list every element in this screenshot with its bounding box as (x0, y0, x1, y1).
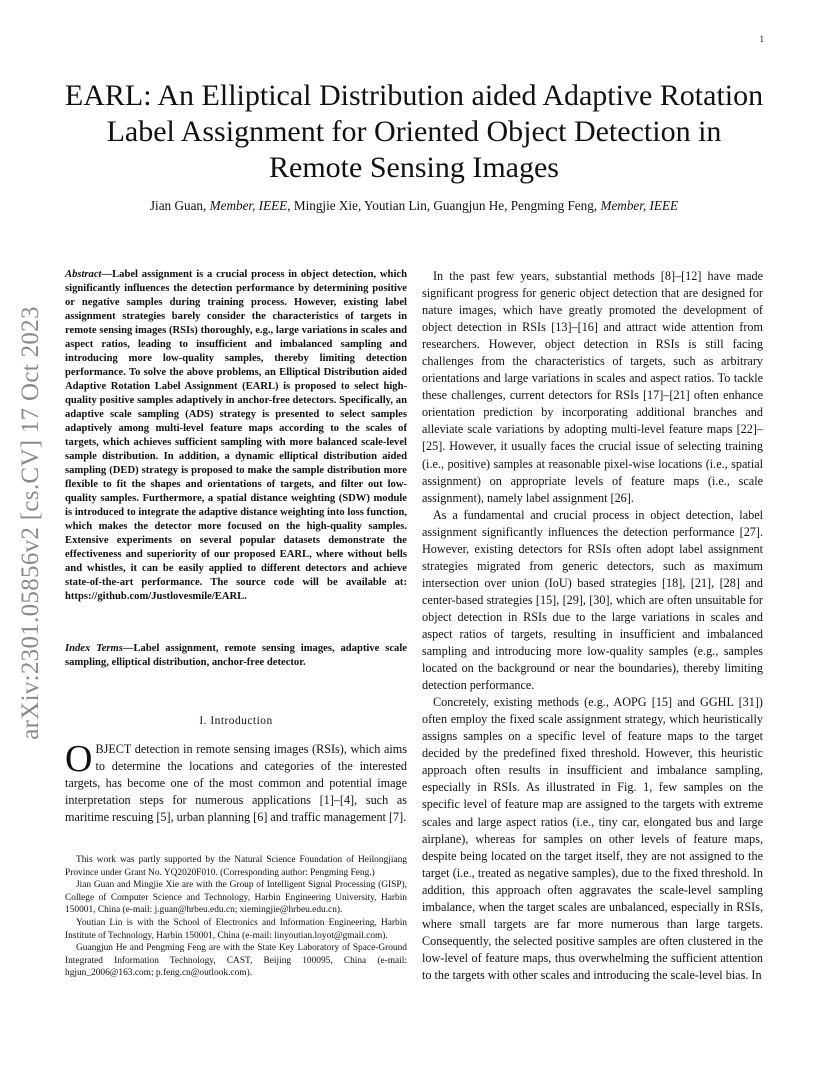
body-paragraph: As a fundamental and crucial process in object detection, label assignment significantly influences the detection performance [27]. However, existing detectors for RSIs often adopt label assignment strategies migrated from generic detectors, such as maximum intersection over union (IoU) based strategies [18], [21], [28] and center-based strategies [15], [29], [30], which are often unsuitable for object detection in RSIs due to the large variations in scales and aspect ratios of targets, resulting in insufficient and imbalanced sampling and introducing more low-quality samples (e.g., samples located on the background or near the boundaries), thereby limiting detection performance. (422, 507, 763, 693)
footnote-affiliation-3: Guangjun He and Pengming Feng are with the State Key Laboratory of Space-Ground Integrated Information Technology, CAST, Beijing 100095, China (e-mail: hgjun_2006@163.com; p.feng.cn@outlook.com). (65, 943, 407, 979)
footnotes (65, 854, 407, 980)
abstract-text: —Label assignment is a crucial process in object detection, which significantly influences the detection performance by determining positive or negative samples during training process. However, existing label assignment strategies barely consider the characteristics of targets in remote sensing images (RSIs) thoroughly, e.g., large variations in scales and aspect ratios, leading to insufficient and imbalanced sampling and introducing more low-quality samples, thereby limiting detection performance. To solve the above problems, an Elliptical Distribution aided Adaptive Rotation Label Assignment (EARL) is proposed to select high-quality positive samples adaptively in anchor-free detectors. Specifically, an adaptive scale sampling (ADS) strategy is presented to select samples adaptively among multi-level feature maps according to the scales of targets, which achieves sufficient sampling with more balanced scale-level sample distribution. In addition, a dynamic elliptical distribution aided sampling (DED) strategy is proposed to make the sample distribution more flexible to fit the shapes and orientations of targets, and filter out low-quality samples. Furthermore, a spatial distance weighting (SDW) module is introduced to integrate the adaptive distance weighting into loss function, which makes the detector more focused on the high-quality samples. Extensive experiments on several popular datasets demonstrate the effectiveness and superiority of our proposed EARL, where without bells and whistles, it can be easily applied to different detectors and achieve state-of-the-art performance. The source code will be available at: https://github.com/Justlovesmile/EARL. (65, 269, 407, 602)
arxiv-identifier-text: arXiv:2301.05856v2 [cs.CV] 17 Oct 2023 (17, 306, 44, 740)
right-column-text (422, 268, 763, 984)
abstract-lead: Abstract (65, 269, 102, 280)
intro-paragraph (65, 738, 407, 826)
author-affiliation-2: Member, IEEE (600, 198, 679, 213)
index-terms-text: —Label assignment, remote sensing images, adaptive scale sampling, elliptical distribution, anchor-free detector. (65, 643, 407, 668)
footnote-affiliation-2: Youtian Lin is with the School of Electronics and Information Engineering, Harbin Institute of Technology, Harbin 150001, China (e-mail: linyoutian.loyot@gmail.com). (65, 917, 407, 941)
author-names-1: Jian Guan, (149, 198, 210, 213)
arxiv-identifier (6, 288, 56, 758)
index-terms (65, 642, 407, 670)
author-line (60, 198, 768, 214)
body-paragraph: Concretely, existing methods (e.g., AOPG [15] and GGHL [31]) often employ the fixed scale assignment strategy, which heuristically assigns samples on a specific level of feature maps to the target decided by the predefined fixed threshold. However, this heuristic approach often results in insufficient and imbalance sampling, especially in RSIs. As illustrated in Fig. 1, few samples on the specific level of feature map are assigned to the targets with extreme scales and large aspect ratios (i.e., tiny car, elongated bus and large airplane), whereas for samples on other levels of feature maps, despite being located on the target itself, they are not assigned to the target (i.e., treated as negative samples), due to the fixed threshold. In addition, this approach often aggravates the scale-level sampling imbalance, when the target scales are unbalanced, especially in RSIs, where small targets are far more numerous than large targets. Consequently, the selected positive samples are often clustered in the low-level of feature maps, thus overwhelming the sufficient attention to the targets with other scales and introducing the scale-level bias. In (422, 695, 763, 982)
abstract (65, 268, 407, 604)
page-number: 1 (759, 34, 764, 44)
drop-cap: O (65, 738, 93, 780)
index-terms-lead: Index Terms (65, 643, 123, 654)
footnote-affiliation-1: Jian Guan and Mingjie Xie are with the Group of Intelligent Signal Processing (GISP), College of Computer Science and Technology, Harbin Engineering University, Harbin 150001, China (e-mail: j.guan@hrbeu.edu.cn; xiemingjie@hrbeu.edu.cn). (65, 880, 407, 916)
paper-title: EARL: An Elliptical Distribution aided Adaptive Rotation Label Assignment for Oriented Object Detection in Remote Sensing Images (64, 79, 764, 184)
footnote-funding: This work was partly supported by the Natural Science Foundation of Heilongjiang Province under Grant No. YQ2020F010. (Corresponding author: Pengming Feng.) (65, 855, 407, 878)
intro-text: BJECT detection in remote sensing images (RSIs), which aims to determine the locations and categories of the interested targets, has become one of the most common and potential image interpretation steps for numerous applications [1]–[4], such as maritime rescuing [5], urban planning [6] and traffic management [7]. (65, 742, 407, 824)
author-affiliation-1: Member, IEEE (209, 198, 288, 213)
author-names-2: , Mingjie Xie, Youtian Lin, Guangjun He, Pengming Feng, (287, 198, 601, 213)
body-paragraph: In the past few years, substantial methods [8]–[12] have made significant progress for generic object detection that are designed for nature images, which have greatly promoted the development of object detection in RSIs [13]–[16] and attract wide attention from researchers. However, object detection in RSIs is still facing challenges from the characteristics of targets, such as arbitrary orientations and large variations in scales and aspect ratios. To tackle these challenges, current detectors for RSIs [17]–[21] often enhance orientation prediction by incorporating additional branches and alleviate scale variations by adopting multi-level feature maps [22]–[25]. However, it usually faces the crucial issue of selecting training (i.e., positive) samples at reasonable pixel-wise locations (i.e., spatial assignment) on appropriate levels of feature maps (i.e., scale assignment), namely label assignment [26]. (422, 269, 763, 505)
section-heading: I. Introduction (199, 715, 273, 727)
